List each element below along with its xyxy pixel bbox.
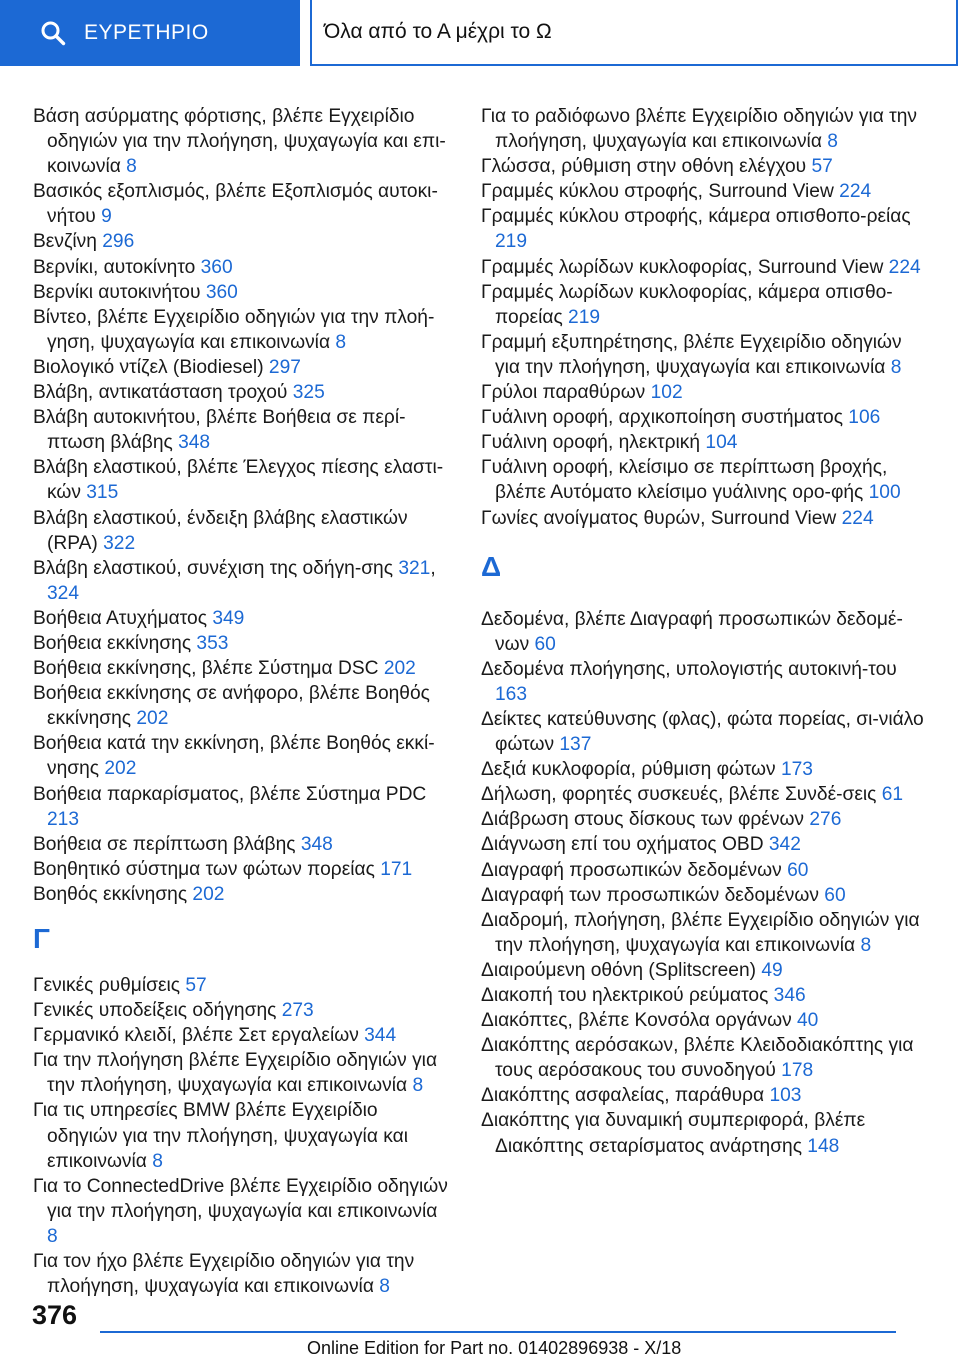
index-entry bbox=[33, 832, 453, 857]
page-link[interactable]: 353 bbox=[196, 632, 229, 654]
entry-text: Βοήθεια εκκίνησης σε ανήφορο, βλέπε Βοηθός εκκίνησης bbox=[33, 683, 430, 730]
entry-text: Για τις υπηρεσίες BMW βλέπε Εγχειρίδιο οδηγιών για την πλοήγηση, ψυχαγωγία και επικοινωνία bbox=[33, 1100, 408, 1172]
index-entry bbox=[33, 656, 453, 681]
entry-text: Βάση ασύρματης φόρτισης, βλέπε Εγχειρίδιο οδηγιών για την πλοήγηση, ψυχαγωγία και επι-κοινωνία bbox=[33, 106, 446, 178]
entry-text: Βλάβη ελαστικού, συνέχιση της οδήγη-σης bbox=[33, 557, 399, 579]
entry-text: Γραμμές λωρίδων κυκλοφορίας, κάμερα οπισθο-πορείας bbox=[481, 281, 893, 328]
index-entry bbox=[481, 958, 931, 983]
page-link[interactable]: 297 bbox=[268, 356, 301, 378]
index-entry bbox=[33, 882, 453, 907]
page-link[interactable]: 8 bbox=[47, 1225, 58, 1247]
page-link[interactable]: 9 bbox=[101, 206, 112, 228]
index-entry bbox=[481, 807, 931, 832]
page-link[interactable]: 61 bbox=[881, 784, 904, 806]
page-link[interactable]: 8 bbox=[152, 1150, 163, 1172]
entry-text: Διάβρωση στους δίσκους των φρένων bbox=[481, 809, 810, 831]
index-entry bbox=[481, 1083, 931, 1108]
entry-text: Δείκτες κατεύθυνσης (φλας), φώτα πορείας, σι-νιάλο φώτων bbox=[481, 708, 924, 756]
index-column-left bbox=[33, 104, 453, 1299]
entry-text: Γερμανικό κλειδί, βλέπε Σετ εργαλείων bbox=[33, 1025, 365, 1047]
page-link[interactable]: 219 bbox=[568, 306, 601, 328]
index-entry bbox=[481, 506, 931, 531]
page-link[interactable]: 60 bbox=[787, 859, 809, 881]
index-entry bbox=[481, 983, 931, 1008]
index-entry bbox=[33, 782, 453, 832]
page-link[interactable]: 324 bbox=[47, 582, 80, 604]
page-link[interactable]: 173 bbox=[780, 759, 813, 781]
index-entry bbox=[33, 1048, 453, 1098]
index-entry bbox=[481, 430, 931, 455]
index-entry bbox=[481, 154, 931, 179]
index-entry bbox=[33, 731, 453, 781]
entry-text: Βίντεο, βλέπε Εγχειρίδιο οδηγιών για την πλοή-γηση, ψυχαγωγία και επικοινωνία bbox=[33, 306, 435, 353]
page-link[interactable]: 322 bbox=[103, 532, 136, 554]
index-entry bbox=[481, 607, 931, 657]
page-link[interactable]: 8 bbox=[860, 934, 872, 956]
page-link[interactable]: 202 bbox=[192, 883, 225, 905]
entry-text: Γενικές ρυθμίσεις bbox=[33, 975, 186, 996]
page-link[interactable]: 148 bbox=[807, 1135, 840, 1157]
page-link[interactable]: 344 bbox=[364, 1025, 397, 1047]
page-link[interactable]: 60 bbox=[824, 884, 846, 906]
entry-text: Δήλωση, φορητές συσκευές, βλέπε Συνδέ-σεις bbox=[481, 784, 882, 806]
index-entry bbox=[33, 405, 453, 455]
page-number: 376 bbox=[32, 1300, 78, 1330]
index-entry bbox=[33, 1098, 453, 1173]
entry-text: Γρύλοι παραθύρων bbox=[481, 382, 651, 404]
index-entry bbox=[481, 782, 931, 807]
index-entry bbox=[33, 355, 453, 380]
index-entry bbox=[33, 1023, 453, 1048]
page-link[interactable]: 8 bbox=[412, 1075, 424, 1097]
entry-text: Διακόπτης για δυναμική συμπεριφορά, βλέπε Διακόπτης σεταρίσματος ανάρτησης bbox=[481, 1110, 866, 1157]
page-link[interactable]: 103 bbox=[769, 1085, 802, 1107]
index-entry bbox=[33, 280, 453, 305]
entry-text: Γραμμή εξυπηρέτησης, βλέπε Εγχειρίδιο οδηγιών για την πλοήγηση, ψυχαγωγία και επικοινωνία bbox=[481, 331, 902, 378]
page-link[interactable]: 202 bbox=[104, 758, 137, 780]
entry-text: Γενικές υποδείξεις οδήγησης bbox=[33, 1000, 282, 1022]
section-letter-d: Δ bbox=[481, 550, 502, 582]
page-link[interactable]: 224 bbox=[841, 507, 874, 529]
page-link[interactable]: 349 bbox=[212, 607, 245, 629]
page-link[interactable]: 8 bbox=[126, 156, 137, 178]
entry-text: Για το ραδιόφωνο βλέπε Εγχειρίδιο οδηγιών για την πλοήγηση, ψυχαγωγία και επικοινωνία bbox=[481, 106, 917, 153]
entry-text: Δεδομένα, βλέπε Διαγραφή προσωπικών δεδομέ-νων bbox=[481, 608, 903, 655]
index-entry bbox=[481, 832, 931, 857]
entry-text: Γραμμές κύκλου στροφής, κάμερα οπισθοπο-ρείας bbox=[481, 206, 911, 228]
index-entry bbox=[33, 973, 453, 998]
entry-text: Γυάλινη οροφή, ηλεκτρική bbox=[481, 432, 706, 454]
index-entry bbox=[481, 1008, 931, 1033]
index-entry bbox=[33, 1249, 453, 1299]
entry-text: Διακόπτες, βλέπε Κονσόλα οργάνων bbox=[481, 1010, 797, 1032]
entry-text: Βιολογικό ντίζελ (Biodiesel) bbox=[33, 356, 269, 378]
entry-group-g-continued bbox=[481, 104, 931, 531]
entry-text: Γραμμές λωρίδων κυκλοφορίας, Surround View bbox=[481, 256, 889, 278]
page-link[interactable]: 348 bbox=[178, 432, 211, 454]
entry-group-g bbox=[33, 973, 453, 1299]
page-link[interactable]: 346 bbox=[773, 985, 806, 1006]
entry-text: Γωνίες ανοίγματος θυρών, Surround View bbox=[481, 507, 842, 529]
page-link[interactable]: 100 bbox=[868, 482, 901, 504]
entry-text: Για την πλοήγηση βλέπε Εγχειρίδιο οδηγιών για την πλοήγηση, ψυχαγωγία και επικοινωνία bbox=[33, 1050, 438, 1097]
entry-text: Γλώσσα, ρύθμιση στην οθόνη ελέγχου bbox=[481, 156, 812, 178]
index-entry bbox=[33, 506, 453, 556]
edition-note: Online Edition for Part no. 01402896938 - X/18 bbox=[307, 1338, 682, 1358]
entry-text: Γυάλινη οροφή, κλείσιμο σε περίπτωση βροχής, βλέπε Αυτόματο κλείσιμο γυάλινης ορο-φής bbox=[481, 457, 888, 504]
entry-text: Βοήθεια Ατυχήματος bbox=[33, 607, 213, 629]
page-link[interactable]: 219 bbox=[495, 231, 528, 253]
page-link[interactable]: 171 bbox=[380, 858, 413, 880]
page-link[interactable]: 276 bbox=[809, 809, 842, 831]
entry-text: Διακοπή του ηλεκτρικού ρεύματος bbox=[481, 985, 774, 1006]
index-entry bbox=[33, 255, 453, 280]
index-entry bbox=[481, 908, 931, 958]
index-entry bbox=[33, 305, 453, 355]
page-link[interactable]: 315 bbox=[86, 482, 119, 504]
index-entry bbox=[33, 606, 453, 631]
entry-text: Γυάλινη οροφή, αρχικοποίηση συστήματος bbox=[481, 407, 849, 429]
entry-text: Βοήθεια εκκίνησης bbox=[33, 632, 197, 654]
page-link[interactable]: 202 bbox=[136, 708, 169, 730]
top-bar bbox=[0, 0, 960, 66]
entry-text: Βλάβη ελαστικού, ένδειξη βλάβης ελαστικών (RPA) bbox=[33, 507, 408, 554]
index-entry bbox=[481, 280, 931, 330]
search-icon bbox=[40, 20, 66, 46]
page-link[interactable]: 102 bbox=[650, 382, 683, 404]
index-entry bbox=[33, 179, 453, 229]
page-link[interactable]: 106 bbox=[848, 407, 881, 429]
page-link[interactable]: 8 bbox=[335, 331, 347, 353]
index-entry bbox=[33, 556, 453, 606]
entry-text: Βλάβη, αντικατάσταση τροχού bbox=[33, 382, 293, 404]
index-label: ΕΥΡΕΤΗΡΙΟ bbox=[84, 21, 209, 44]
entry-text: Διαγραφή προσωπικών δεδομένων bbox=[481, 859, 788, 881]
index-entry bbox=[33, 380, 453, 405]
index-button[interactable] bbox=[0, 0, 300, 66]
index-entry bbox=[33, 681, 453, 731]
index-entry bbox=[33, 998, 453, 1023]
page-link[interactable]: 49 bbox=[761, 959, 783, 981]
index-entry bbox=[481, 179, 931, 204]
index-entry bbox=[33, 857, 453, 882]
page-link[interactable]: 163 bbox=[495, 683, 528, 705]
index-entry bbox=[481, 858, 931, 883]
page-link[interactable]: 8 bbox=[890, 356, 902, 378]
page-link[interactable]: 224 bbox=[888, 256, 921, 278]
page-link[interactable]: 342 bbox=[768, 834, 801, 856]
page-link[interactable]: 224 bbox=[839, 181, 872, 203]
page-link[interactable]: 40 bbox=[797, 1010, 819, 1032]
page-link[interactable]: 321 bbox=[398, 557, 431, 579]
page-link[interactable]: 57 bbox=[811, 156, 833, 178]
page-link[interactable]: 202 bbox=[383, 658, 416, 680]
entry-text: Βοήθεια παρκαρίσματος, βλέπε Σύστημα PDC bbox=[33, 783, 427, 805]
entry-text: Διακόπτης αερόσακων, βλέπε Κλειδοδιακόπτης για τους αερόσακους του συνοδηγού bbox=[481, 1035, 914, 1082]
entry-text: Διάγνωση επί του οχήματος OBD bbox=[481, 834, 769, 856]
page-link[interactable]: 360 bbox=[205, 281, 238, 303]
page-link[interactable]: 8 bbox=[379, 1276, 390, 1298]
entry-text: Βοήθεια εκκίνησης, βλέπε Σύστημα DSC bbox=[33, 658, 384, 680]
page-link[interactable]: 213 bbox=[47, 808, 80, 830]
entry-text: Βοηθητικό σύστημα των φώτων πορείας bbox=[33, 858, 381, 880]
index-entry bbox=[33, 631, 453, 656]
page-link[interactable]: 104 bbox=[705, 432, 738, 454]
page-link[interactable]: 57 bbox=[185, 975, 207, 996]
index-entry bbox=[481, 883, 931, 908]
index-entry bbox=[481, 204, 931, 254]
index-entry bbox=[481, 455, 931, 505]
page-link[interactable]: 348 bbox=[300, 833, 333, 855]
entry-text: Βλάβη ελαστικού, βλέπε Έλεγχος πίεσης ελαστι-κών bbox=[33, 457, 444, 504]
entry-text: Για τον ήχο βλέπε Εγχειρίδιο οδηγιών για την πλοήγηση, ψυχαγωγία και επικοινωνία bbox=[33, 1251, 415, 1298]
page-link[interactable]: 360 bbox=[200, 256, 233, 278]
entry-text: Βασικός εξοπλισμός, βλέπε Εξοπλισμός αυτοκι-νήτου bbox=[33, 181, 438, 228]
entry-text: Διαγραφή των προσωπικών δεδομένων bbox=[481, 884, 825, 906]
entry-text: Βλάβη αυτοκινήτου, βλέπε Βοήθεια σε περί-πτωση βλάβης bbox=[33, 407, 406, 454]
index-entry bbox=[33, 455, 453, 505]
entry-text: Βοηθός εκκίνησης bbox=[33, 883, 193, 905]
index-entry bbox=[33, 104, 453, 179]
entry-group-b bbox=[33, 104, 453, 907]
entry-text: Δεδομένα πλοήγησης, υπολογιστής αυτοκινή-του bbox=[481, 658, 897, 680]
footer-divider bbox=[100, 1331, 896, 1333]
entry-text: Γραμμές κύκλου στροφής, Surround View bbox=[481, 181, 840, 203]
index-entry bbox=[481, 405, 931, 430]
index-entry bbox=[481, 104, 931, 154]
index-entry bbox=[481, 757, 931, 782]
index-entry bbox=[481, 255, 931, 280]
entry-text: Για το ConnectedDrive βλέπε Εγχειρίδιο οδηγιών για την πλοήγηση, ψυχαγωγία και επικοινωνία bbox=[33, 1175, 448, 1222]
entry-text: Βοήθεια κατά την εκκίνηση, βλέπε Βοηθός εκκί-νησης bbox=[33, 733, 435, 780]
entry-text: Βερνίκι αυτοκινήτου bbox=[33, 281, 206, 303]
index-entry bbox=[481, 707, 931, 757]
index-entry bbox=[481, 1108, 931, 1158]
page-link[interactable]: 273 bbox=[281, 1000, 314, 1022]
page-link[interactable]: 178 bbox=[781, 1060, 814, 1082]
entry-text: Βερνίκι, αυτοκίνητο bbox=[33, 256, 201, 278]
entry-group-d bbox=[481, 607, 931, 1159]
page-link[interactable]: 325 bbox=[292, 382, 325, 404]
page-link[interactable]: 296 bbox=[102, 231, 135, 253]
page-link[interactable]: 137 bbox=[559, 734, 592, 756]
index-entry bbox=[481, 1033, 931, 1083]
entry-text: Δεξιά κυκλοφορία, ρύθμιση φώτων bbox=[481, 759, 781, 781]
index-entry bbox=[33, 229, 453, 254]
section-letter-g: Γ bbox=[33, 923, 50, 954]
entry-text: Βενζίνη bbox=[33, 231, 103, 253]
page-link[interactable]: 8 bbox=[827, 131, 838, 153]
index-entry bbox=[33, 1174, 453, 1249]
index-column-right bbox=[481, 104, 931, 1159]
entry-text: Διαδρομή, πλοήγηση, βλέπε Εγχειρίδιο οδηγιών για την πλοήγηση, ψυχαγωγία και επικοινωνία bbox=[481, 909, 920, 956]
entry-text: Βοήθεια σε περίπτωση βλάβης bbox=[33, 833, 301, 855]
index-entry bbox=[481, 657, 931, 707]
page-link[interactable]: 60 bbox=[534, 633, 556, 655]
index-entry bbox=[481, 330, 931, 380]
page-separator: , bbox=[430, 557, 436, 579]
entry-text: Διαιρούμενη οθόνη (Splitscreen) bbox=[481, 959, 762, 981]
entry-text: Διακόπτης ασφαλείας, παράθυρα bbox=[481, 1085, 770, 1107]
breadcrumb[interactable]: Όλα από το Α μέχρι το Ω bbox=[310, 0, 958, 66]
index-entry bbox=[481, 380, 931, 405]
